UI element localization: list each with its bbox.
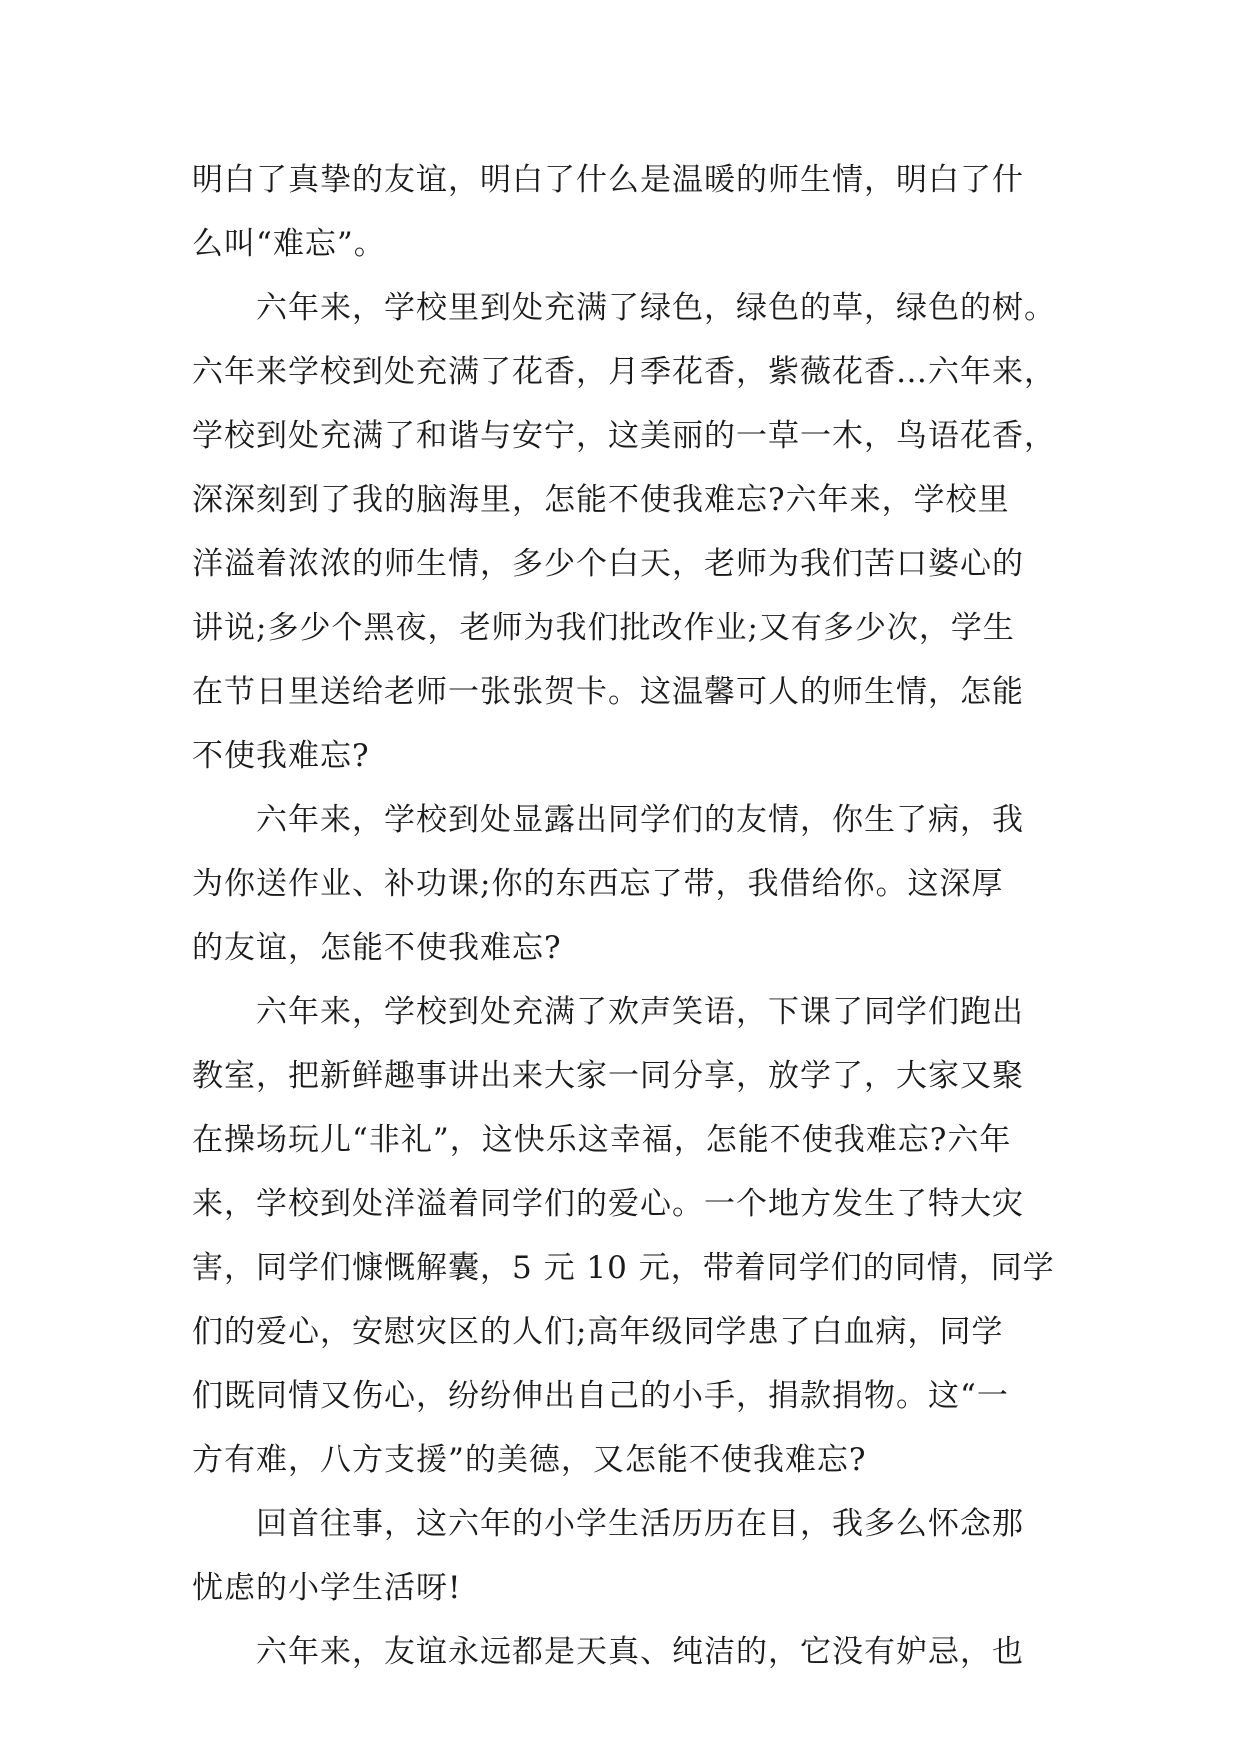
text-line: 六年来，学校到处显露出同学们的友情，你生了病，我 bbox=[256, 802, 1024, 838]
text-line: 害，同学们慷慨解囊，5 元 10 元，带着同学们的同情，同学 bbox=[192, 1250, 1055, 1286]
text-line: 忧虑的小学生活呀! bbox=[192, 1570, 462, 1606]
text-line: 在操场玩儿“非礼”，这快乐这幸福，怎能不使我难忘?六年 bbox=[192, 1122, 1012, 1158]
text-line: 六年来学校到处充满了花香，月季花香，紫薇花香…六年来， bbox=[192, 354, 1056, 390]
text-line: 来，学校到处洋溢着同学们的爱心。一个地方发生了特大灾 bbox=[192, 1186, 1024, 1222]
text-line: 学校到处充满了和谐与安宁，这美丽的一草一木，鸟语花香， bbox=[192, 418, 1056, 454]
text-line: 在节日里送给老师一张张贺卡。这温馨可人的师生情，怎能 bbox=[192, 674, 1024, 710]
document-body bbox=[192, 148, 1056, 1684]
text-line: 讲说;多少个黑夜，老师为我们批改作业;又有多少次，学生 bbox=[192, 610, 1015, 646]
text-line: 不使我难忘? bbox=[192, 738, 370, 774]
text-line: 回首往事，这六年的小学生活历历在目，我多么怀念那 bbox=[256, 1506, 1024, 1542]
text-line: 方有难，八方支援”的美德，又怎能不使我难忘? bbox=[192, 1442, 867, 1478]
text-line: 洋溢着浓浓的师生情，多少个白天，老师为我们苦口婆心的 bbox=[192, 546, 1024, 582]
text-line: 们既同情又伤心，纷纷伸出自己的小手，捐款捐物。这“一 bbox=[192, 1378, 1009, 1414]
text-line: 明白了真挚的友谊，明白了什么是温暖的师生情，明白了什 bbox=[192, 162, 1024, 198]
text-line: 深深刻到了我的脑海里，怎能不使我难忘?六年来，学校里 bbox=[192, 482, 1010, 518]
text-line: 的友谊，怎能不使我难忘? bbox=[192, 930, 562, 966]
text-line: 为你送作业、补功课;你的东西忘了带，我借给你。这深厚 bbox=[192, 866, 1004, 902]
text-line: 么叫“难忘”。 bbox=[192, 226, 386, 262]
text-line: 六年来，友谊永远都是天真、纯洁的，它没有妒忌，也 bbox=[256, 1634, 1024, 1670]
text-line: 六年来，学校里到处充满了绿色，绿色的草，绿色的树。 bbox=[256, 290, 1056, 326]
text-line: 六年来，学校到处充满了欢声笑语，下课了同学们跑出 bbox=[256, 994, 1024, 1030]
text-line: 们的爱心，安慰灾区的人们;高年级同学患了白血病，同学 bbox=[192, 1314, 1004, 1350]
text-line: 教室，把新鲜趣事讲出来大家一同分享，放学了，大家又聚 bbox=[192, 1058, 1024, 1094]
